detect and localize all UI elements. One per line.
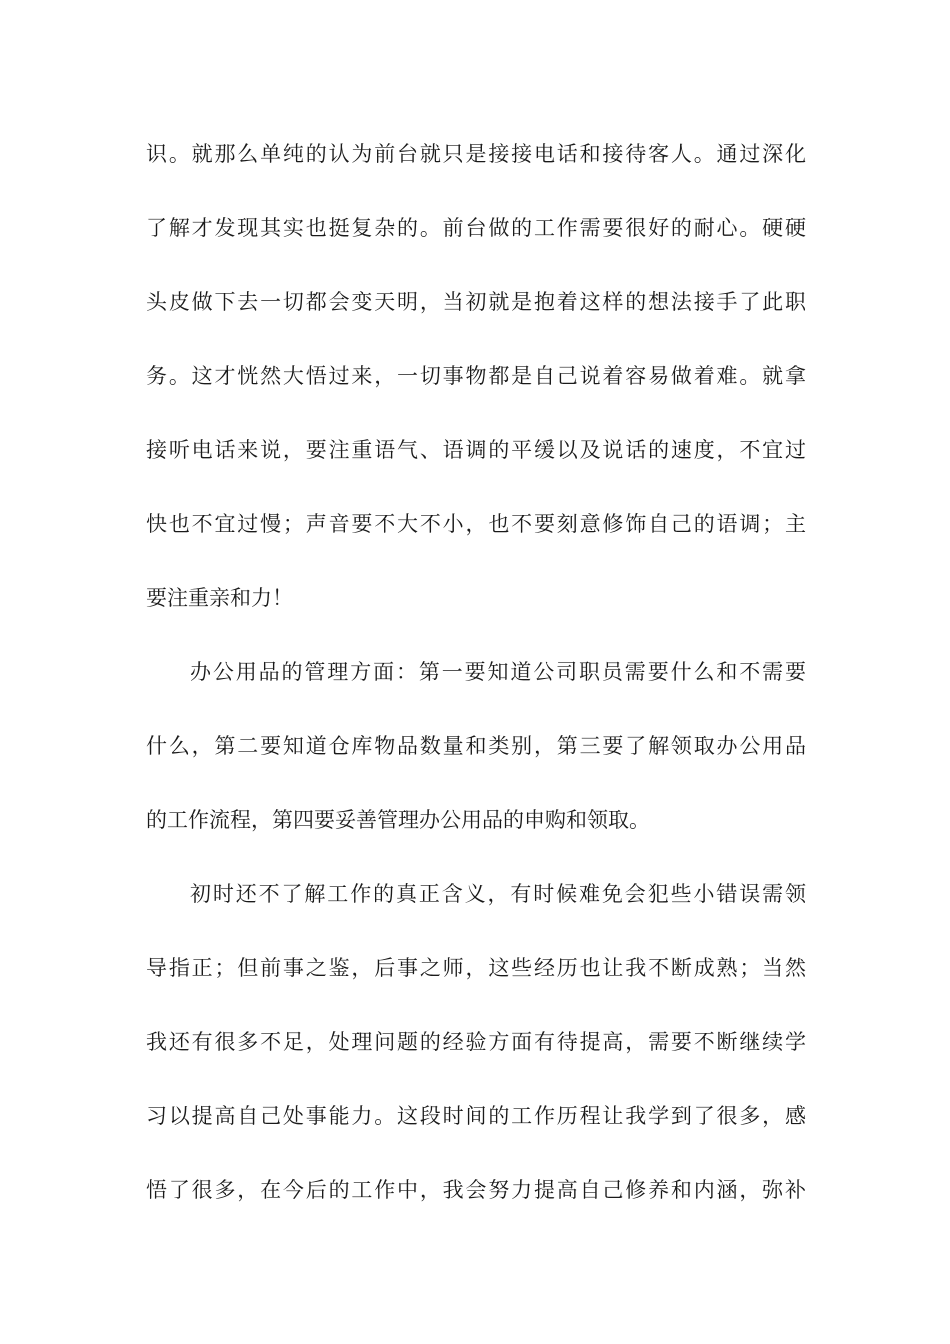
text-line: 习以提高自己处事能力。这段时间的工作历程让我学到了很多，感 xyxy=(146,1104,806,1128)
text-line: 务。这才恍然大悟过来，一切事物都是自己说着容易做着难。就拿 xyxy=(146,364,806,388)
text-line: 了解才发现其实也挺复杂的。前台做的工作需要很好的耐心。硬硬 xyxy=(146,216,806,240)
text-line: 什么，第二要知道仓库物品数量和类别，第三要了解领取办公用品 xyxy=(146,734,806,758)
text-line: 的工作流程，第四要妥善管理办公用品的申购和领取。 xyxy=(146,808,650,832)
paragraph-first-line: 初时还不了解工作的真正含义，有时候难免会犯些小错误需领 xyxy=(190,882,806,906)
text-line: 悟了很多，在今后的工作中，我会努力提高自己修养和内涵，弥补 xyxy=(146,1178,806,1202)
text-line: 接听电话来说，要注重语气、语调的平缓以及说话的速度，不宜过 xyxy=(146,438,806,462)
text-line: 识。就那么单纯的认为前台就只是接接电话和接待客人。通过深化 xyxy=(146,142,806,166)
text-line: 要注重亲和力！ xyxy=(146,586,293,610)
text-line: 快也不宜过慢；声音要不大不小，也不要刻意修饰自己的语调；主 xyxy=(146,512,806,536)
paragraph-first-line: 办公用品的管理方面：第一要知道公司职员需要什么和不需要 xyxy=(190,660,806,684)
text-line: 导指正；但前事之鉴，后事之师，这些经历也让我不断成熟；当然 xyxy=(146,956,806,980)
text-line: 我还有很多不足，处理问题的经验方面有待提高，需要不断继续学 xyxy=(146,1030,806,1054)
text-line: 头皮做下去一切都会变天明，当初就是抱着这样的想法接手了此职 xyxy=(146,290,806,314)
